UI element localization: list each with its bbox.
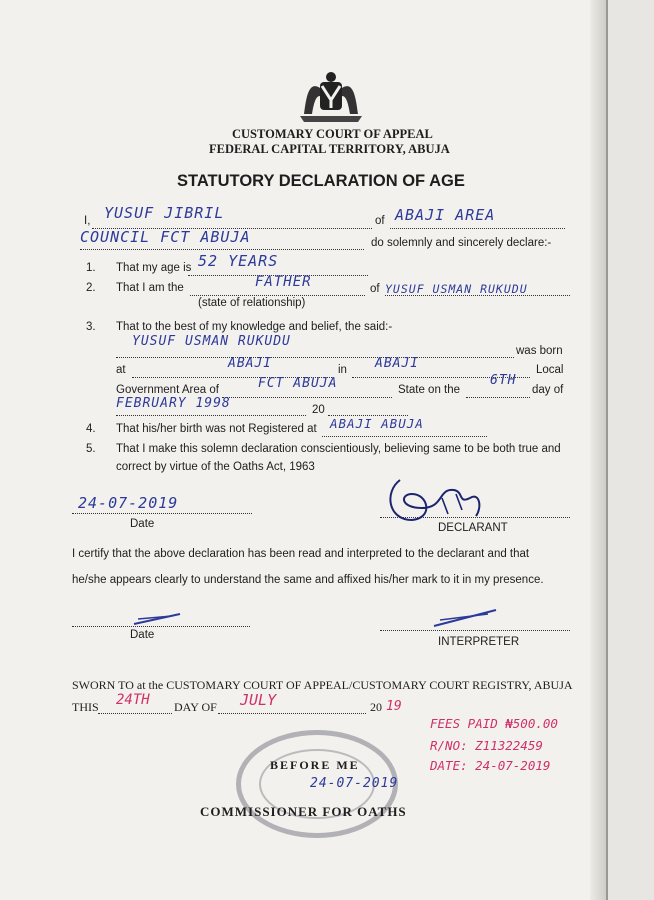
territory-name: FEDERAL CAPITAL TERRITORY, ABUJA (209, 142, 450, 156)
sworn-year-prefix: 20 (370, 700, 382, 714)
sworn-month-value: JULY (240, 691, 277, 709)
month-year-line (116, 414, 306, 416)
item-3-label: That to the best of my knowledge and belief, the said:- (116, 321, 393, 333)
in-label: in (338, 364, 347, 376)
age-value: 52 YEARS (198, 252, 279, 270)
state-on-label: State on the (398, 384, 461, 396)
sworn-month-line (218, 712, 366, 714)
sworn-day-value: 24TH (116, 692, 150, 708)
state-line (222, 396, 392, 398)
this-label: THIS (72, 700, 99, 714)
receipt-number: R/NO: Z11322459 (430, 738, 543, 753)
date-label-1: Date (130, 518, 155, 530)
sworn-text: SWORN TO at the CUSTOMARY COURT OF APPEAL/CUSTOMARY COURT REGISTRY, ABUJA (72, 678, 573, 692)
item-2-of-label: of (370, 283, 380, 295)
solemnly-declare: do solemnly and sincerely declare:- (371, 237, 552, 249)
declarant-label: DECLARANT (438, 522, 508, 534)
certify-line-2: he/she appears clearly to understand the same and affixed his/her mark to it in my presence. (72, 574, 544, 586)
sworn-day-of-label: DAY OF (174, 700, 217, 714)
declarant-signature (382, 468, 492, 528)
day-of-label: day of (532, 384, 564, 396)
gov-area-label: Government Area of (116, 384, 219, 396)
relationship-line (190, 294, 365, 296)
person-name-value: YUSUF USMAN RUKUDU (132, 334, 291, 349)
item-4-number: 4. (86, 423, 96, 435)
relationship-note: (state of relationship) (198, 297, 306, 309)
date-label-2: Date (130, 629, 155, 641)
date-line-1 (72, 512, 252, 514)
item-5-line-2: correct by virtue of the Oaths Act, 1963 (116, 461, 315, 473)
page-underlay (606, 0, 654, 900)
item-1-number: 1. (86, 262, 96, 274)
registered-at-value: ABAJI ABUJA (330, 416, 424, 431)
sworn-year-suffix: 19 (386, 699, 402, 714)
coat-of-arms-emblem (296, 70, 366, 126)
address-line-1 (390, 227, 565, 229)
was-born-label: was born (516, 345, 563, 357)
day-value: 6TH (490, 373, 517, 388)
declarant-address-2: COUNCIL FCT ABUJA (80, 228, 251, 246)
relationship-value: FATHER (255, 274, 312, 290)
birth-place-value: ABAJI (228, 356, 273, 371)
document-title: STATUTORY DECLARATION OF AGE (177, 172, 465, 190)
interpreter-slash-mark (430, 606, 500, 628)
declaration-date: 24-07-2019 (78, 494, 179, 512)
month-year-value: FEBRUARY 1998 (116, 396, 231, 411)
before-me: BEFORE ME (270, 758, 360, 772)
declarant-name: YUSUF JIBRIL (104, 204, 225, 222)
registered-at-line (322, 435, 487, 437)
page-edge-shadow (590, 0, 606, 900)
local-label: Local (536, 364, 564, 376)
intro-i: I, (84, 215, 91, 227)
item-5-number: 5. (86, 443, 96, 455)
at-label: at (116, 364, 126, 376)
year-suffix: 20 (312, 404, 325, 416)
commissioner-title: COMMISSIONER FOR OATHS (200, 804, 407, 819)
of-person-value: YUSUF USMAN RUKUDU (385, 282, 528, 296)
address-line-2 (80, 248, 364, 250)
interpreter-line (380, 629, 570, 631)
state-value: FCT ABUJA (258, 376, 338, 391)
fees-paid: FEES PAID ₦500.00 (430, 716, 558, 731)
person-name-line (116, 356, 514, 358)
item-2-label: That I am the (116, 282, 184, 294)
date-2-slash-mark (132, 610, 182, 626)
sworn-day-line (98, 712, 172, 714)
certify-line-1: I certify that the above declaration has been read and interpreted to the declarant and that (72, 548, 530, 560)
stamp-date: 24-07-2019 (310, 776, 399, 791)
item-3-number: 3. (86, 321, 96, 333)
item-2-number: 2. (86, 282, 96, 294)
item-1-label: That my age is (116, 262, 192, 274)
lga-value: ABAJI (375, 356, 420, 371)
interpreter-label: INTERPRETER (438, 636, 520, 648)
of-label: of (375, 215, 385, 227)
item-5-line-1: That I make this solemn declaration conscientiously, believing same to be both true and (116, 443, 561, 455)
declarant-address-1: ABAJI AREA (395, 206, 496, 224)
fees-date: DATE: 24-07-2019 (430, 758, 551, 773)
day-line (466, 396, 530, 398)
court-name: CUSTOMARY COURT OF APPEAL (232, 127, 433, 141)
item-4-label: That his/her birth was not Registered at (116, 423, 317, 435)
